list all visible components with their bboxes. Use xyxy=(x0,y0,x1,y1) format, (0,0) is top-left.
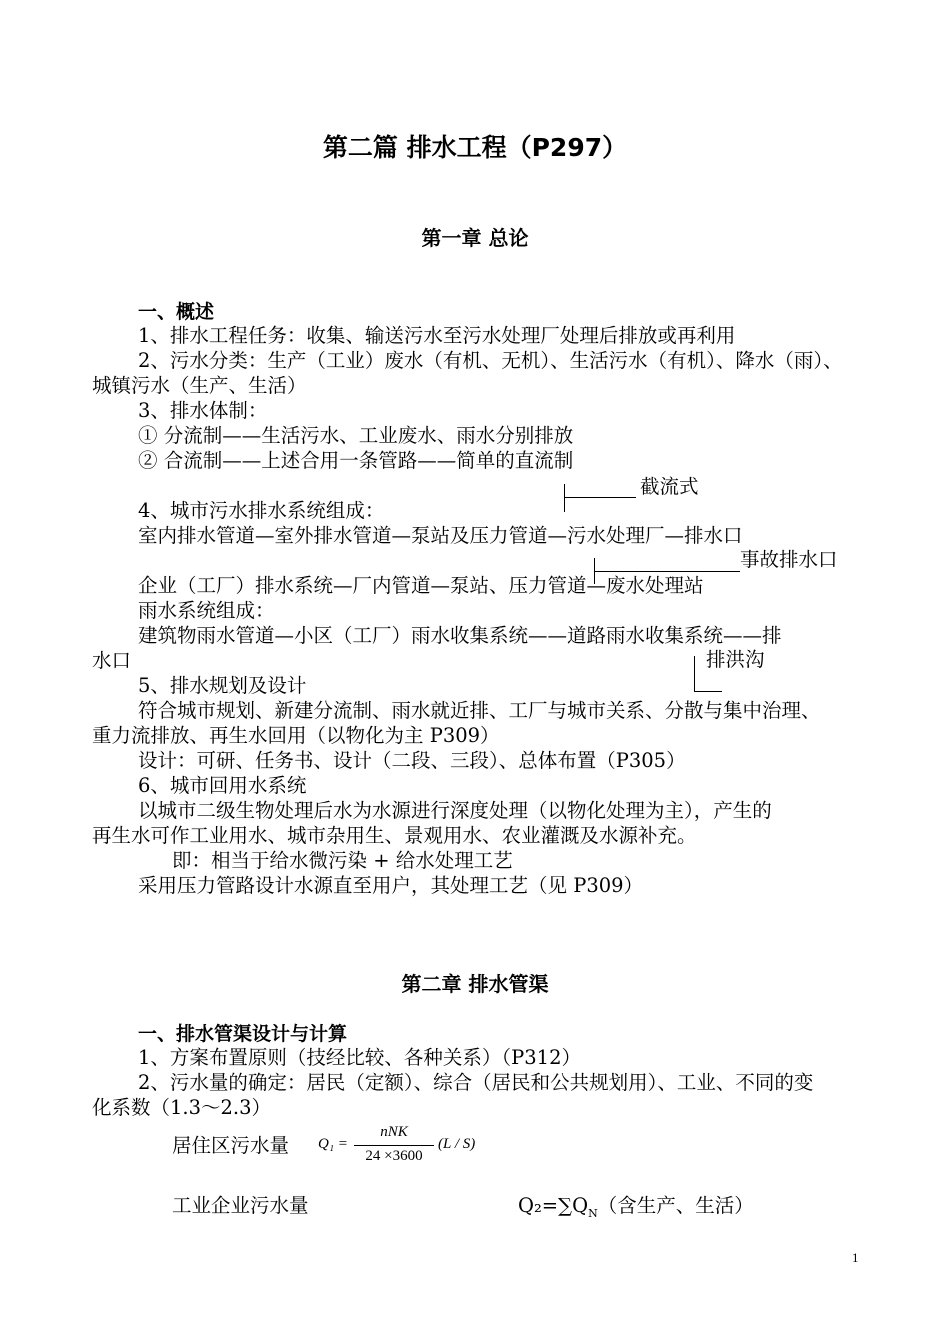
formula-denominator: 24 ×3600 xyxy=(365,1148,423,1164)
bracket-horizontal-line xyxy=(564,497,636,498)
text-line: 再生水可作工业用水、城市杂用生、景观用水、农业灌溉及水源补充。 xyxy=(92,824,697,847)
text-line: 2、污水量的确定：居民（定额）、综合（居民和公共规划用）、工业、不同的变 xyxy=(138,1071,814,1094)
text-line: 设计：可研、任务书、设计（二段、三段）、总体布置（P305） xyxy=(138,749,686,772)
text-line: 1、排水工程任务：收集、输送污水至污水处理厂处理后排放或再利用 xyxy=(138,324,736,347)
bracket-vertical-line xyxy=(564,484,565,512)
page-number: 1 xyxy=(852,1250,859,1265)
text-line: 城镇污水（生产、生活） xyxy=(92,374,307,397)
formula-numerator: nNK xyxy=(380,1124,408,1140)
bracket-horizontal-line xyxy=(694,691,722,692)
text-line: ② 合流制——上述合用一条管路——简单的直流制 xyxy=(138,449,574,472)
bracket-horizontal-line xyxy=(594,571,740,572)
text-line: 建筑物雨水管道—小区（工厂）雨水收集系统——道路雨水收集系统——排 xyxy=(138,624,782,647)
text-line: 符合城市规划、新建分流制、雨水就近排、工厂与城市关系、分散与集中治理、 xyxy=(138,699,821,722)
formula-unit: (L / S) xyxy=(438,1136,476,1152)
bracket-vertical-line xyxy=(694,656,695,692)
text-line: 以城市二级生物处理后水为水源进行深度处理（以物化处理为主），产生的 xyxy=(138,799,772,822)
text-line: 5、排水规划及设计 xyxy=(138,674,307,697)
industrial-formula-note: （含生产、生活） xyxy=(597,1194,754,1217)
annotation-emergency-outlet: 事故排水口 xyxy=(740,548,838,571)
text-line: 4、城市污水排水系统组成： xyxy=(138,499,385,522)
annotation-intercept: 截流式 xyxy=(640,475,699,498)
text-line: 即：相当于给水微污染 + 给水处理工艺 xyxy=(172,849,513,872)
text-line: 采用压力管路设计水源直至用户，其处理工艺（见 P309） xyxy=(138,874,644,897)
industrial-formula xyxy=(518,1194,754,1226)
fraction-bar xyxy=(354,1145,434,1146)
chapter-1-heading: 第一章 总论 xyxy=(421,226,529,250)
text-line: ① 分流制——生活污水、工业废水、雨水分别排放 xyxy=(138,424,574,447)
annotation-flood-ditch: 排洪沟 xyxy=(706,648,765,671)
industrial-formula-main: Q₂=∑Q xyxy=(518,1194,589,1217)
text-line: 重力流排放、再生水回用（以物化为主 P309） xyxy=(92,724,500,747)
text-line: 1、方案布置原则（技经比较、各种关系）（P312） xyxy=(138,1046,581,1069)
section-pipe-design-heading: 一、排水管渠设计与计算 xyxy=(138,1023,348,1045)
section-overview-heading: 一、概述 xyxy=(138,301,215,323)
chapter-2-heading: 第二章 排水管渠 xyxy=(401,972,549,996)
page-title: 第二篇 排水工程（P297） xyxy=(322,133,628,162)
text-line: 3、排水体制： xyxy=(138,399,268,422)
residential-sewage-label: 居住区污水量 xyxy=(172,1134,290,1157)
industrial-formula-sub: N xyxy=(588,1206,598,1220)
text-line: 企业（工厂）排水系统—厂内管道—泵站、压力管道—废水处理站 xyxy=(138,574,704,597)
text-line: 雨水系统组成： xyxy=(138,599,275,622)
text-line: 2、污水分类：生产（工业）废水（有机、无机）、生活污水（有机）、降水（雨）、 xyxy=(138,349,843,372)
text-line: 6、城市回用水系统 xyxy=(138,774,307,797)
text-line: 水口 xyxy=(92,649,132,672)
industrial-sewage-label: 工业企业污水量 xyxy=(172,1194,309,1217)
text-line: 室内排水管道—室外排水管道—泵站及压力管道—污水处理厂—排水口 xyxy=(138,524,743,547)
formula-lhs: Q₁ = xyxy=(318,1136,348,1152)
text-line: 化系数（1.3～2.3） xyxy=(92,1096,272,1119)
